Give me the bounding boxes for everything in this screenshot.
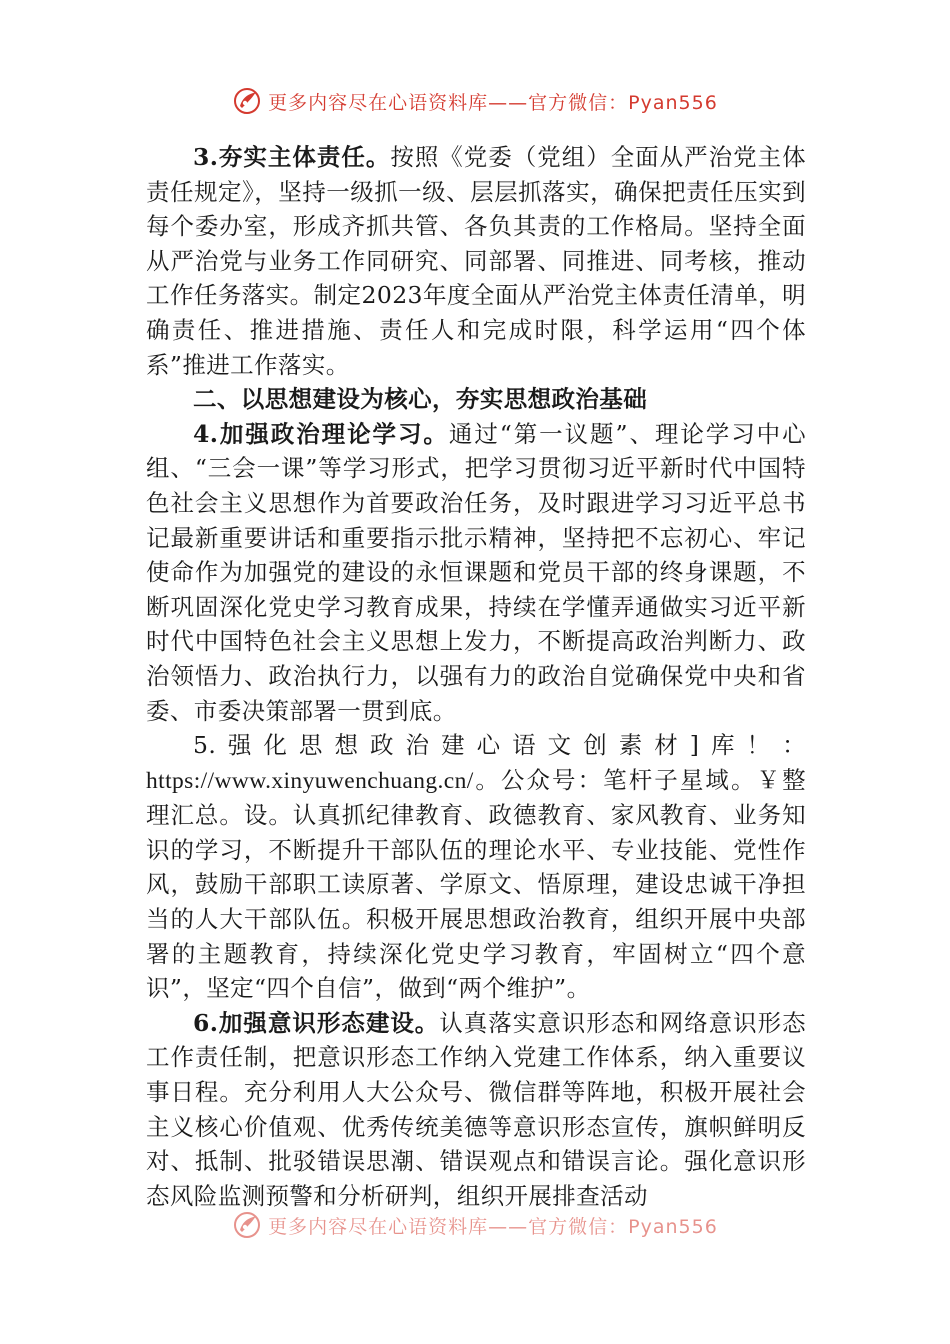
brand-logo-icon — [232, 86, 262, 116]
paragraph-5-body: 。公众号：笔杆子星域。￥整理汇总。设。认真抓纪律教育、政德教育、家风教育、业务知识的学习，不断提升干部队伍的理论水平、专业技能、党性作风，鼓励干部职工读原著、学原文、悟原理，建设忠诚干净担当的人大干部队伍。积极开展思想政治教育，组织开展中央部署的主题教育，持续深化党史学习教育，牢固树立“四个意识”，坚定“四个自信”，做到“两个维护”。 — [146, 765, 806, 1003]
paragraph-4 — [146, 417, 806, 728]
paragraph-3-lead: 3.夯实主体责任。 — [193, 143, 391, 171]
paragraph-6 — [146, 1006, 806, 1214]
paragraph-3-body: 按照《党委（党组）全面从严治党主体责任规定》，坚持一级抓一级、层层抓落实，确保把责任压实到每个委办室，形成齐抓共管、各负其责的工作格局。坚持全面从严治党与业务工作同研究、同部署、同推进、同考核，推动工作任务落实。制定2023年度全面从严治党主体责任清单，明确责任、推进措施、责任人和完成时限，科学运用“四个体系”推进工作落实。 — [146, 143, 806, 379]
section-2-heading: 二、以思想建设为核心，夯实思想政治基础 — [193, 385, 648, 414]
paragraph-6-body: 认真落实意识形态和网络意识形态工作责任制，把意识形态工作纳入党建工作体系，纳入重要议事日程。充分利用人大公众号、微信群等阵地，积极开展社会主义核心价值观、优秀传统美德等意识形态宣传，旗帜鲜明反对、抵制、批驳错误思潮、错误观点和错误言论。强化意识形态风险监测预警和分析研判，组织开展排查活动 — [146, 1008, 806, 1210]
paragraph-5 — [146, 728, 806, 1006]
paragraph-3 — [146, 140, 806, 382]
watermark-text: 更多内容尽在心语资料库——官方微信：Pyan556 — [268, 91, 718, 114]
paragraph-4-body: 通过“第一议题”、理论学习中心组、“三会一课”等学习形式，把学习贯彻习近平新时代中国特色社会主义思想作为首要政治任务，及时跟进学习习近平总书记最新重要讲话和重要指示批示精神，坚持把不忘初心、牢记使命作为加强党的建设的永恒课题和党员干部的终身课题，不断巩固深化党史学习教育成果，持续在学懂弄通做实习近平新时代中国特色社会主义思想上发力，不断提高政治判断力、政治领悟力、政治执行力，以强有力的政治自觉确保党中央和省委、市委决策部署一贯到底。 — [146, 419, 807, 725]
document-body — [146, 140, 806, 1213]
paragraph-6-lead: 6.加强意识形态建设。 — [193, 1008, 440, 1037]
paragraph-5-lead: 5.强化思想政治建心语文创素材]库！： — [193, 731, 806, 760]
paragraph-5-url: https://www.xinyuwenchuang.cn/ — [146, 767, 474, 794]
paragraph-4-lead: 4.加强政治理论学习。 — [193, 419, 449, 448]
watermark-text: 更多内容尽在心语资料库——官方微信：Pyan556 — [268, 1215, 718, 1238]
footer-watermark — [0, 1210, 950, 1240]
header-watermark — [0, 86, 950, 116]
brand-logo-icon — [232, 1210, 262, 1240]
